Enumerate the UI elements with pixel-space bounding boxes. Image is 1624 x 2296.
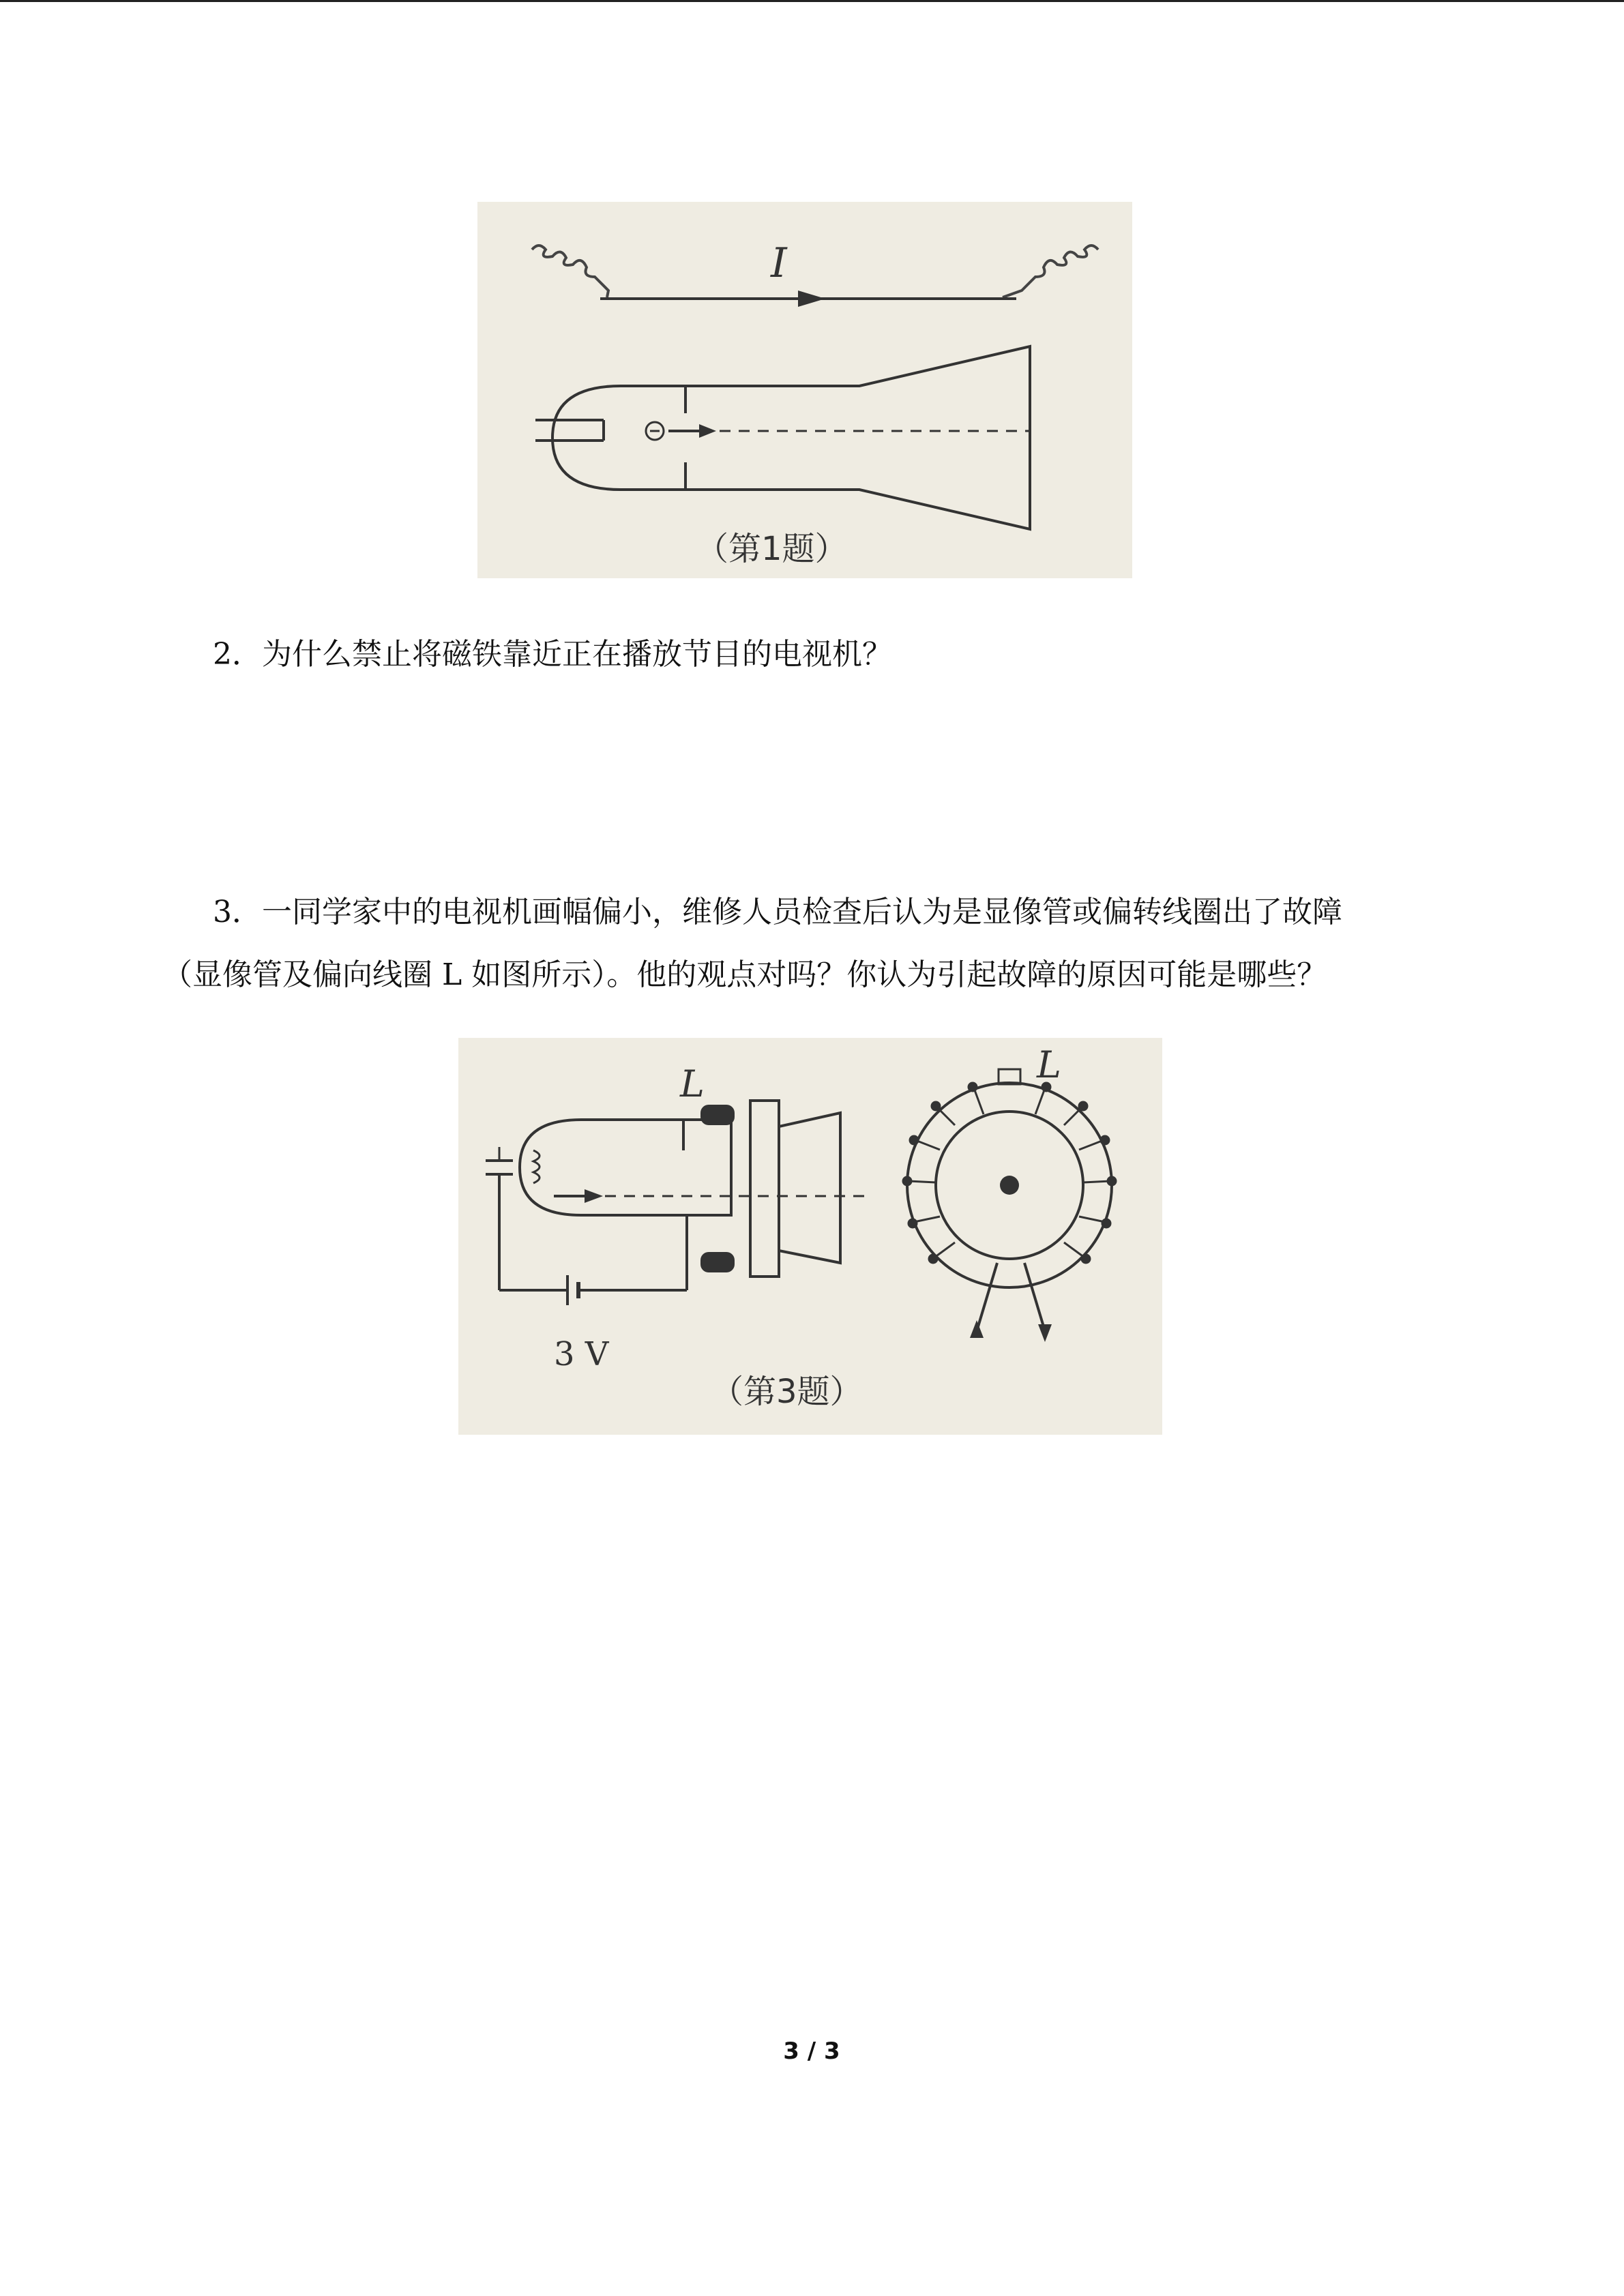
current-arrow-icon (798, 290, 825, 307)
beam-dot-icon (1000, 1176, 1019, 1195)
coil-lead-out (1024, 1263, 1045, 1331)
beam-arrow-icon (585, 1189, 603, 1203)
tube-screen-cone (779, 1113, 840, 1263)
beam-arrow-icon (699, 424, 716, 438)
current-label: I (771, 239, 787, 287)
coil-label-left: L (680, 1062, 705, 1105)
left-spring-lead-icon (532, 245, 608, 297)
filament-coil-icon (533, 1150, 540, 1183)
lead-out-arrow-icon (1038, 1324, 1052, 1342)
coil-lead-in (977, 1263, 997, 1331)
coil-windings (903, 1083, 1116, 1263)
figure-3 (458, 1038, 1162, 1435)
right-spring-lead-icon (1003, 245, 1098, 297)
figure-3-caption: （第3题） (711, 1373, 863, 1411)
figure-1-caption: （第1题） (696, 530, 848, 568)
question-2-text: 2．为什么禁止将磁铁靠近正在播放节目的电视机？ (213, 637, 892, 672)
coil-label-right: L (1037, 1043, 1061, 1086)
question-3-line-1: 3．一同学家中的电视机画幅偏小，维修人员检查后认为是显像管或偏转线圈出了故障 (213, 895, 1342, 929)
question-3-line-2: （显像管及偏向线圈 L 如图所示）。他的观点对吗？你认为引起故障的原因可能是哪些？ (162, 957, 1327, 992)
tube-flange (750, 1101, 779, 1277)
tube-side-outline (520, 1120, 731, 1215)
figure-1 (477, 202, 1132, 578)
deflection-coil-bottom (700, 1252, 735, 1272)
deflection-coil-top (700, 1105, 735, 1125)
page-number: 3 / 3 (783, 2038, 840, 2065)
top-border-line (0, 0, 1624, 2)
voltage-label: 3 V (554, 1335, 609, 1373)
picture-tube-outline (552, 346, 1030, 529)
lead-in-arrow-icon (970, 1320, 984, 1338)
